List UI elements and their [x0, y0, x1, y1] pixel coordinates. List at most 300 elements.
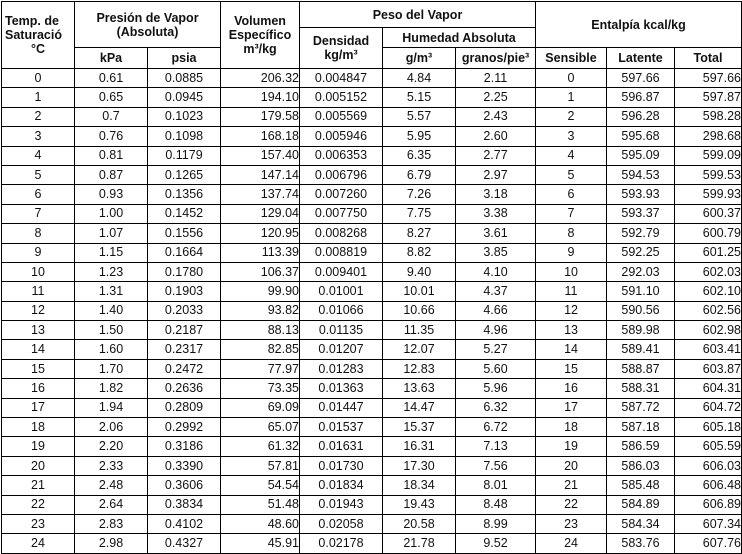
- cell-humedad-gm3: 8.27: [383, 224, 456, 243]
- cell-total: 298.68: [675, 127, 742, 146]
- cell-total: 597.66: [675, 69, 742, 88]
- cell-kpa: 1.60: [75, 340, 148, 359]
- cell-temp: 21: [2, 476, 75, 495]
- cell-sensible: 12: [536, 301, 607, 320]
- cell-kpa: 0.81: [75, 146, 148, 165]
- table-row: [2, 321, 742, 340]
- cell-densidad: 0.01066: [300, 301, 383, 320]
- cell-volumen: 120.95: [221, 224, 300, 243]
- cell-total: 603.41: [675, 340, 742, 359]
- table-row: [2, 495, 742, 514]
- cell-densidad: 0.007750: [300, 204, 383, 223]
- cell-temp: 12: [2, 301, 75, 320]
- table-row: [2, 379, 742, 398]
- cell-psia: 0.2317: [148, 340, 221, 359]
- cell-densidad: 0.006796: [300, 165, 383, 184]
- cell-humedad-granos: 3.18: [456, 185, 536, 204]
- cell-kpa: 1.15: [75, 243, 148, 262]
- cell-sensible: 18: [536, 418, 607, 437]
- cell-total: 606.03: [675, 456, 742, 475]
- cell-psia: 0.1664: [148, 243, 221, 262]
- cell-sensible: 16: [536, 379, 607, 398]
- cell-volumen: 147.14: [221, 165, 300, 184]
- cell-humedad-granos: 8.48: [456, 495, 536, 514]
- table-row: [2, 69, 742, 88]
- cell-humedad-granos: 4.37: [456, 282, 536, 301]
- cell-volumen: 179.58: [221, 107, 300, 126]
- cell-volumen: 129.04: [221, 204, 300, 223]
- cell-total: 602.98: [675, 321, 742, 340]
- cell-total: 602.10: [675, 282, 742, 301]
- cell-humedad-gm3: 11.35: [383, 321, 456, 340]
- cell-humedad-granos: 8.99: [456, 514, 536, 533]
- table-row: [2, 88, 742, 107]
- cell-psia: 0.2809: [148, 398, 221, 417]
- cell-psia: 0.2636: [148, 379, 221, 398]
- cell-volumen: 99.90: [221, 282, 300, 301]
- cell-volumen: 82.85: [221, 340, 300, 359]
- cell-volumen: 54.54: [221, 476, 300, 495]
- cell-latente: 589.41: [607, 340, 675, 359]
- table-row: [2, 165, 742, 184]
- cell-humedad-granos: 3.61: [456, 224, 536, 243]
- header-volumen-line2: Específico: [228, 28, 292, 42]
- cell-psia: 0.3390: [148, 456, 221, 475]
- cell-humedad-gm3: 8.82: [383, 243, 456, 262]
- cell-latente: 588.87: [607, 359, 675, 378]
- cell-temp: 9: [2, 243, 75, 262]
- cell-volumen: 157.40: [221, 146, 300, 165]
- header-temp-saturacion: [2, 2, 75, 69]
- cell-volumen: 168.18: [221, 127, 300, 146]
- cell-latente: 587.72: [607, 398, 675, 417]
- cell-humedad-gm3: 6.35: [383, 146, 456, 165]
- cell-humedad-gm3: 15.37: [383, 418, 456, 437]
- cell-humedad-gm3: 5.95: [383, 127, 456, 146]
- cell-temp: 13: [2, 321, 75, 340]
- cell-densidad: 0.01537: [300, 418, 383, 437]
- cell-humedad-gm3: 10.01: [383, 282, 456, 301]
- cell-humedad-granos: 3.38: [456, 204, 536, 223]
- cell-psia: 0.4102: [148, 514, 221, 533]
- cell-total: 600.37: [675, 204, 742, 223]
- cell-temp: 2: [2, 107, 75, 126]
- cell-total: 604.72: [675, 398, 742, 417]
- cell-humedad-gm3: 21.78: [383, 534, 456, 553]
- cell-humedad-granos: 3.85: [456, 243, 536, 262]
- cell-kpa: 1.00: [75, 204, 148, 223]
- cell-sensible: 14: [536, 340, 607, 359]
- cell-humedad-granos: 8.01: [456, 476, 536, 495]
- header-latente: Latente: [607, 48, 675, 69]
- table-row: [2, 185, 742, 204]
- cell-total: 603.87: [675, 359, 742, 378]
- cell-latente: 593.93: [607, 185, 675, 204]
- cell-densidad: 0.01447: [300, 398, 383, 417]
- cell-sensible: 3: [536, 127, 607, 146]
- table-row: [2, 476, 742, 495]
- cell-densidad: 0.006353: [300, 146, 383, 165]
- cell-kpa: 1.07: [75, 224, 148, 243]
- cell-densidad: 0.007260: [300, 185, 383, 204]
- cell-volumen: 137.74: [221, 185, 300, 204]
- cell-volumen: 57.81: [221, 456, 300, 475]
- cell-humedad-granos: 7.56: [456, 456, 536, 475]
- cell-latente: 586.03: [607, 456, 675, 475]
- cell-volumen: 65.07: [221, 418, 300, 437]
- cell-temp: 10: [2, 262, 75, 281]
- cell-psia: 0.4327: [148, 534, 221, 553]
- header-densidad: [300, 28, 383, 69]
- cell-total: 599.53: [675, 165, 742, 184]
- cell-total: 606.48: [675, 476, 742, 495]
- cell-latente: 594.53: [607, 165, 675, 184]
- vapor-properties-table: [1, 1, 742, 554]
- table-row: [2, 262, 742, 281]
- cell-humedad-gm3: 7.75: [383, 204, 456, 223]
- cell-psia: 0.2992: [148, 418, 221, 437]
- cell-kpa: 1.94: [75, 398, 148, 417]
- cell-densidad: 0.01283: [300, 359, 383, 378]
- header-temp-line1: Temp. de: [5, 14, 59, 28]
- cell-volumen: 206.32: [221, 69, 300, 88]
- cell-total: 598.28: [675, 107, 742, 126]
- cell-humedad-granos: 2.97: [456, 165, 536, 184]
- header-presion-line1: Presión de Vapor: [96, 10, 199, 25]
- cell-latente: 591.10: [607, 282, 675, 301]
- table-header: [2, 2, 742, 69]
- cell-total: 597.87: [675, 88, 742, 107]
- cell-volumen: 61.32: [221, 437, 300, 456]
- cell-total: 600.79: [675, 224, 742, 243]
- cell-kpa: 2.64: [75, 495, 148, 514]
- cell-densidad: 0.01363: [300, 379, 383, 398]
- cell-densidad: 0.009401: [300, 262, 383, 281]
- cell-humedad-granos: 2.11: [456, 69, 536, 88]
- cell-sensible: 23: [536, 514, 607, 533]
- table-row: [2, 418, 742, 437]
- table-row: [2, 146, 742, 165]
- table-row: [2, 282, 742, 301]
- cell-temp: 8: [2, 224, 75, 243]
- cell-temp: 4: [2, 146, 75, 165]
- cell-sensible: 20: [536, 456, 607, 475]
- cell-psia: 0.3834: [148, 495, 221, 514]
- cell-sensible: 8: [536, 224, 607, 243]
- header-humedad-absoluta: Humedad Absoluta: [383, 28, 536, 48]
- table-row: [2, 359, 742, 378]
- cell-humedad-gm3: 18.34: [383, 476, 456, 495]
- cell-kpa: 2.06: [75, 418, 148, 437]
- cell-kpa: 1.31: [75, 282, 148, 301]
- cell-sensible: 2: [536, 107, 607, 126]
- cell-psia: 0.3186: [148, 437, 221, 456]
- cell-humedad-granos: 5.60: [456, 359, 536, 378]
- cell-latente: 588.31: [607, 379, 675, 398]
- cell-kpa: 0.7: [75, 107, 148, 126]
- cell-total: 607.34: [675, 514, 742, 533]
- cell-volumen: 88.13: [221, 321, 300, 340]
- cell-kpa: 2.20: [75, 437, 148, 456]
- cell-volumen: 113.39: [221, 243, 300, 262]
- cell-volumen: 77.97: [221, 359, 300, 378]
- cell-total: 602.03: [675, 262, 742, 281]
- cell-sensible: 22: [536, 495, 607, 514]
- cell-total: 601.25: [675, 243, 742, 262]
- table-row: [2, 534, 742, 553]
- cell-densidad: 0.005569: [300, 107, 383, 126]
- cell-latente: 585.48: [607, 476, 675, 495]
- cell-latente: 596.28: [607, 107, 675, 126]
- cell-latente: 595.68: [607, 127, 675, 146]
- cell-densidad: 0.01135: [300, 321, 383, 340]
- cell-humedad-gm3: 14.47: [383, 398, 456, 417]
- cell-psia: 0.1098: [148, 127, 221, 146]
- cell-densidad: 0.02058: [300, 514, 383, 533]
- cell-sensible: 6: [536, 185, 607, 204]
- cell-latente: 587.18: [607, 418, 675, 437]
- cell-psia: 0.1023: [148, 107, 221, 126]
- cell-total: 599.93: [675, 185, 742, 204]
- cell-humedad-gm3: 4.84: [383, 69, 456, 88]
- cell-latente: 583.76: [607, 534, 675, 553]
- cell-humedad-granos: 9.52: [456, 534, 536, 553]
- cell-sensible: 7: [536, 204, 607, 223]
- cell-densidad: 0.004847: [300, 69, 383, 88]
- cell-volumen: 45.91: [221, 534, 300, 553]
- cell-sensible: 11: [536, 282, 607, 301]
- cell-latente: 592.79: [607, 224, 675, 243]
- header-total: Total: [675, 48, 742, 69]
- cell-volumen: 73.35: [221, 379, 300, 398]
- cell-latente: 584.89: [607, 495, 675, 514]
- cell-latente: 596.87: [607, 88, 675, 107]
- cell-kpa: 1.40: [75, 301, 148, 320]
- table-row: [2, 301, 742, 320]
- cell-humedad-granos: 4.66: [456, 301, 536, 320]
- cell-sensible: 5: [536, 165, 607, 184]
- table-row: [2, 456, 742, 475]
- cell-temp: 5: [2, 165, 75, 184]
- cell-temp: 0: [2, 69, 75, 88]
- cell-volumen: 51.48: [221, 495, 300, 514]
- cell-humedad-granos: 5.96: [456, 379, 536, 398]
- header-presion-line2: (Absoluta): [116, 24, 179, 39]
- cell-humedad-granos: 5.27: [456, 340, 536, 359]
- cell-temp: 19: [2, 437, 75, 456]
- cell-psia: 0.1356: [148, 185, 221, 204]
- header-temp-line2: Saturació: [5, 28, 62, 42]
- cell-kpa: 1.70: [75, 359, 148, 378]
- cell-humedad-gm3: 13.63: [383, 379, 456, 398]
- cell-kpa: 2.48: [75, 476, 148, 495]
- header-volumen-especifico: [221, 2, 300, 69]
- cell-kpa: 0.65: [75, 88, 148, 107]
- cell-sensible: 15: [536, 359, 607, 378]
- cell-psia: 0.2472: [148, 359, 221, 378]
- cell-humedad-gm3: 19.43: [383, 495, 456, 514]
- cell-temp: 3: [2, 127, 75, 146]
- table-body: [2, 69, 742, 554]
- table-row: [2, 437, 742, 456]
- cell-total: 602.56: [675, 301, 742, 320]
- cell-densidad: 0.005152: [300, 88, 383, 107]
- header-granos-pie3: granos/pie³: [456, 48, 536, 69]
- cell-temp: 18: [2, 418, 75, 437]
- cell-kpa: 0.87: [75, 165, 148, 184]
- cell-latente: 590.56: [607, 301, 675, 320]
- cell-humedad-granos: 2.25: [456, 88, 536, 107]
- cell-densidad: 0.01943: [300, 495, 383, 514]
- cell-densidad: 0.005946: [300, 127, 383, 146]
- header-kpa: kPa: [75, 48, 148, 69]
- cell-temp: 6: [2, 185, 75, 204]
- cell-temp: 20: [2, 456, 75, 475]
- cell-densidad: 0.008819: [300, 243, 383, 262]
- header-psia: psia: [148, 48, 221, 69]
- cell-psia: 0.1780: [148, 262, 221, 281]
- cell-volumen: 194.10: [221, 88, 300, 107]
- cell-humedad-granos: 2.77: [456, 146, 536, 165]
- cell-densidad: 0.01001: [300, 282, 383, 301]
- cell-humedad-granos: 6.32: [456, 398, 536, 417]
- cell-humedad-gm3: 6.79: [383, 165, 456, 184]
- cell-volumen: 69.09: [221, 398, 300, 417]
- cell-total: 605.18: [675, 418, 742, 437]
- cell-kpa: 0.76: [75, 127, 148, 146]
- cell-sensible: 10: [536, 262, 607, 281]
- table-row: [2, 398, 742, 417]
- cell-psia: 0.1452: [148, 204, 221, 223]
- cell-humedad-gm3: 7.26: [383, 185, 456, 204]
- header-volumen-line1: Volumen: [234, 14, 286, 28]
- cell-kpa: 0.61: [75, 69, 148, 88]
- header-presion-vapor: [75, 2, 221, 48]
- header-volumen-unit: m³/kg: [243, 42, 277, 56]
- cell-humedad-gm3: 16.31: [383, 437, 456, 456]
- cell-densidad: 0.01730: [300, 456, 383, 475]
- cell-latente: 584.34: [607, 514, 675, 533]
- cell-humedad-gm3: 12.83: [383, 359, 456, 378]
- cell-temp: 11: [2, 282, 75, 301]
- cell-latente: 589.98: [607, 321, 675, 340]
- cell-sensible: 1: [536, 88, 607, 107]
- cell-humedad-gm3: 12.07: [383, 340, 456, 359]
- table-row: [2, 340, 742, 359]
- cell-sensible: 13: [536, 321, 607, 340]
- cell-kpa: 2.98: [75, 534, 148, 553]
- cell-psia: 0.1265: [148, 165, 221, 184]
- table-row: [2, 127, 742, 146]
- cell-kpa: 1.23: [75, 262, 148, 281]
- cell-volumen: 48.60: [221, 514, 300, 533]
- cell-sensible: 17: [536, 398, 607, 417]
- cell-temp: 23: [2, 514, 75, 533]
- cell-temp: 24: [2, 534, 75, 553]
- cell-latente: 292.03: [607, 262, 675, 281]
- cell-densidad: 0.01834: [300, 476, 383, 495]
- cell-sensible: 24: [536, 534, 607, 553]
- cell-volumen: 93.82: [221, 301, 300, 320]
- cell-densidad: 0.02178: [300, 534, 383, 553]
- header-temp-unit: °C: [30, 42, 46, 56]
- cell-kpa: 0.93: [75, 185, 148, 204]
- cell-humedad-gm3: 20.58: [383, 514, 456, 533]
- cell-temp: 1: [2, 88, 75, 107]
- table-row: [2, 204, 742, 223]
- cell-temp: 7: [2, 204, 75, 223]
- cell-densidad: 0.01207: [300, 340, 383, 359]
- cell-latente: 595.09: [607, 146, 675, 165]
- cell-temp: 16: [2, 379, 75, 398]
- cell-latente: 593.37: [607, 204, 675, 223]
- cell-psia: 0.1179: [148, 146, 221, 165]
- cell-total: 607.76: [675, 534, 742, 553]
- cell-temp: 15: [2, 359, 75, 378]
- cell-humedad-gm3: 5.57: [383, 107, 456, 126]
- cell-psia: 0.3606: [148, 476, 221, 495]
- cell-humedad-granos: 2.60: [456, 127, 536, 146]
- cell-latente: 592.25: [607, 243, 675, 262]
- cell-psia: 0.2033: [148, 301, 221, 320]
- cell-humedad-gm3: 9.40: [383, 262, 456, 281]
- header-g-m3: g/m³: [383, 48, 456, 69]
- table-row: [2, 243, 742, 262]
- cell-kpa: 1.82: [75, 379, 148, 398]
- cell-humedad-gm3: 10.66: [383, 301, 456, 320]
- header-sensible: Sensible: [536, 48, 607, 69]
- cell-sensible: 21: [536, 476, 607, 495]
- cell-total: 606.89: [675, 495, 742, 514]
- cell-temp: 22: [2, 495, 75, 514]
- cell-humedad-granos: 4.10: [456, 262, 536, 281]
- cell-total: 605.59: [675, 437, 742, 456]
- cell-kpa: 1.50: [75, 321, 148, 340]
- cell-humedad-granos: 6.72: [456, 418, 536, 437]
- cell-humedad-gm3: 17.30: [383, 456, 456, 475]
- table-row: [2, 107, 742, 126]
- cell-sensible: 0: [536, 69, 607, 88]
- cell-sensible: 4: [536, 146, 607, 165]
- header-entalpia: Entalpía kcal/kg: [536, 2, 742, 48]
- cell-latente: 586.59: [607, 437, 675, 456]
- cell-densidad: 0.008268: [300, 224, 383, 243]
- cell-temp: 14: [2, 340, 75, 359]
- cell-kpa: 2.33: [75, 456, 148, 475]
- cell-humedad-granos: 7.13: [456, 437, 536, 456]
- table-row: [2, 224, 742, 243]
- cell-psia: 0.2187: [148, 321, 221, 340]
- table-row: [2, 514, 742, 533]
- cell-volumen: 106.37: [221, 262, 300, 281]
- cell-psia: 0.1903: [148, 282, 221, 301]
- cell-densidad: 0.01631: [300, 437, 383, 456]
- cell-temp: 17: [2, 398, 75, 417]
- cell-kpa: 2.83: [75, 514, 148, 533]
- cell-psia: 0.1556: [148, 224, 221, 243]
- header-densidad-line1: Densidad: [312, 34, 370, 48]
- header-densidad-unit: kg/m³: [324, 48, 358, 62]
- cell-psia: 0.0885: [148, 69, 221, 88]
- cell-total: 599.09: [675, 146, 742, 165]
- cell-psia: 0.0945: [148, 88, 221, 107]
- cell-humedad-granos: 4.96: [456, 321, 536, 340]
- cell-sensible: 9: [536, 243, 607, 262]
- cell-total: 604.31: [675, 379, 742, 398]
- cell-humedad-gm3: 5.15: [383, 88, 456, 107]
- cell-latente: 597.66: [607, 69, 675, 88]
- cell-sensible: 19: [536, 437, 607, 456]
